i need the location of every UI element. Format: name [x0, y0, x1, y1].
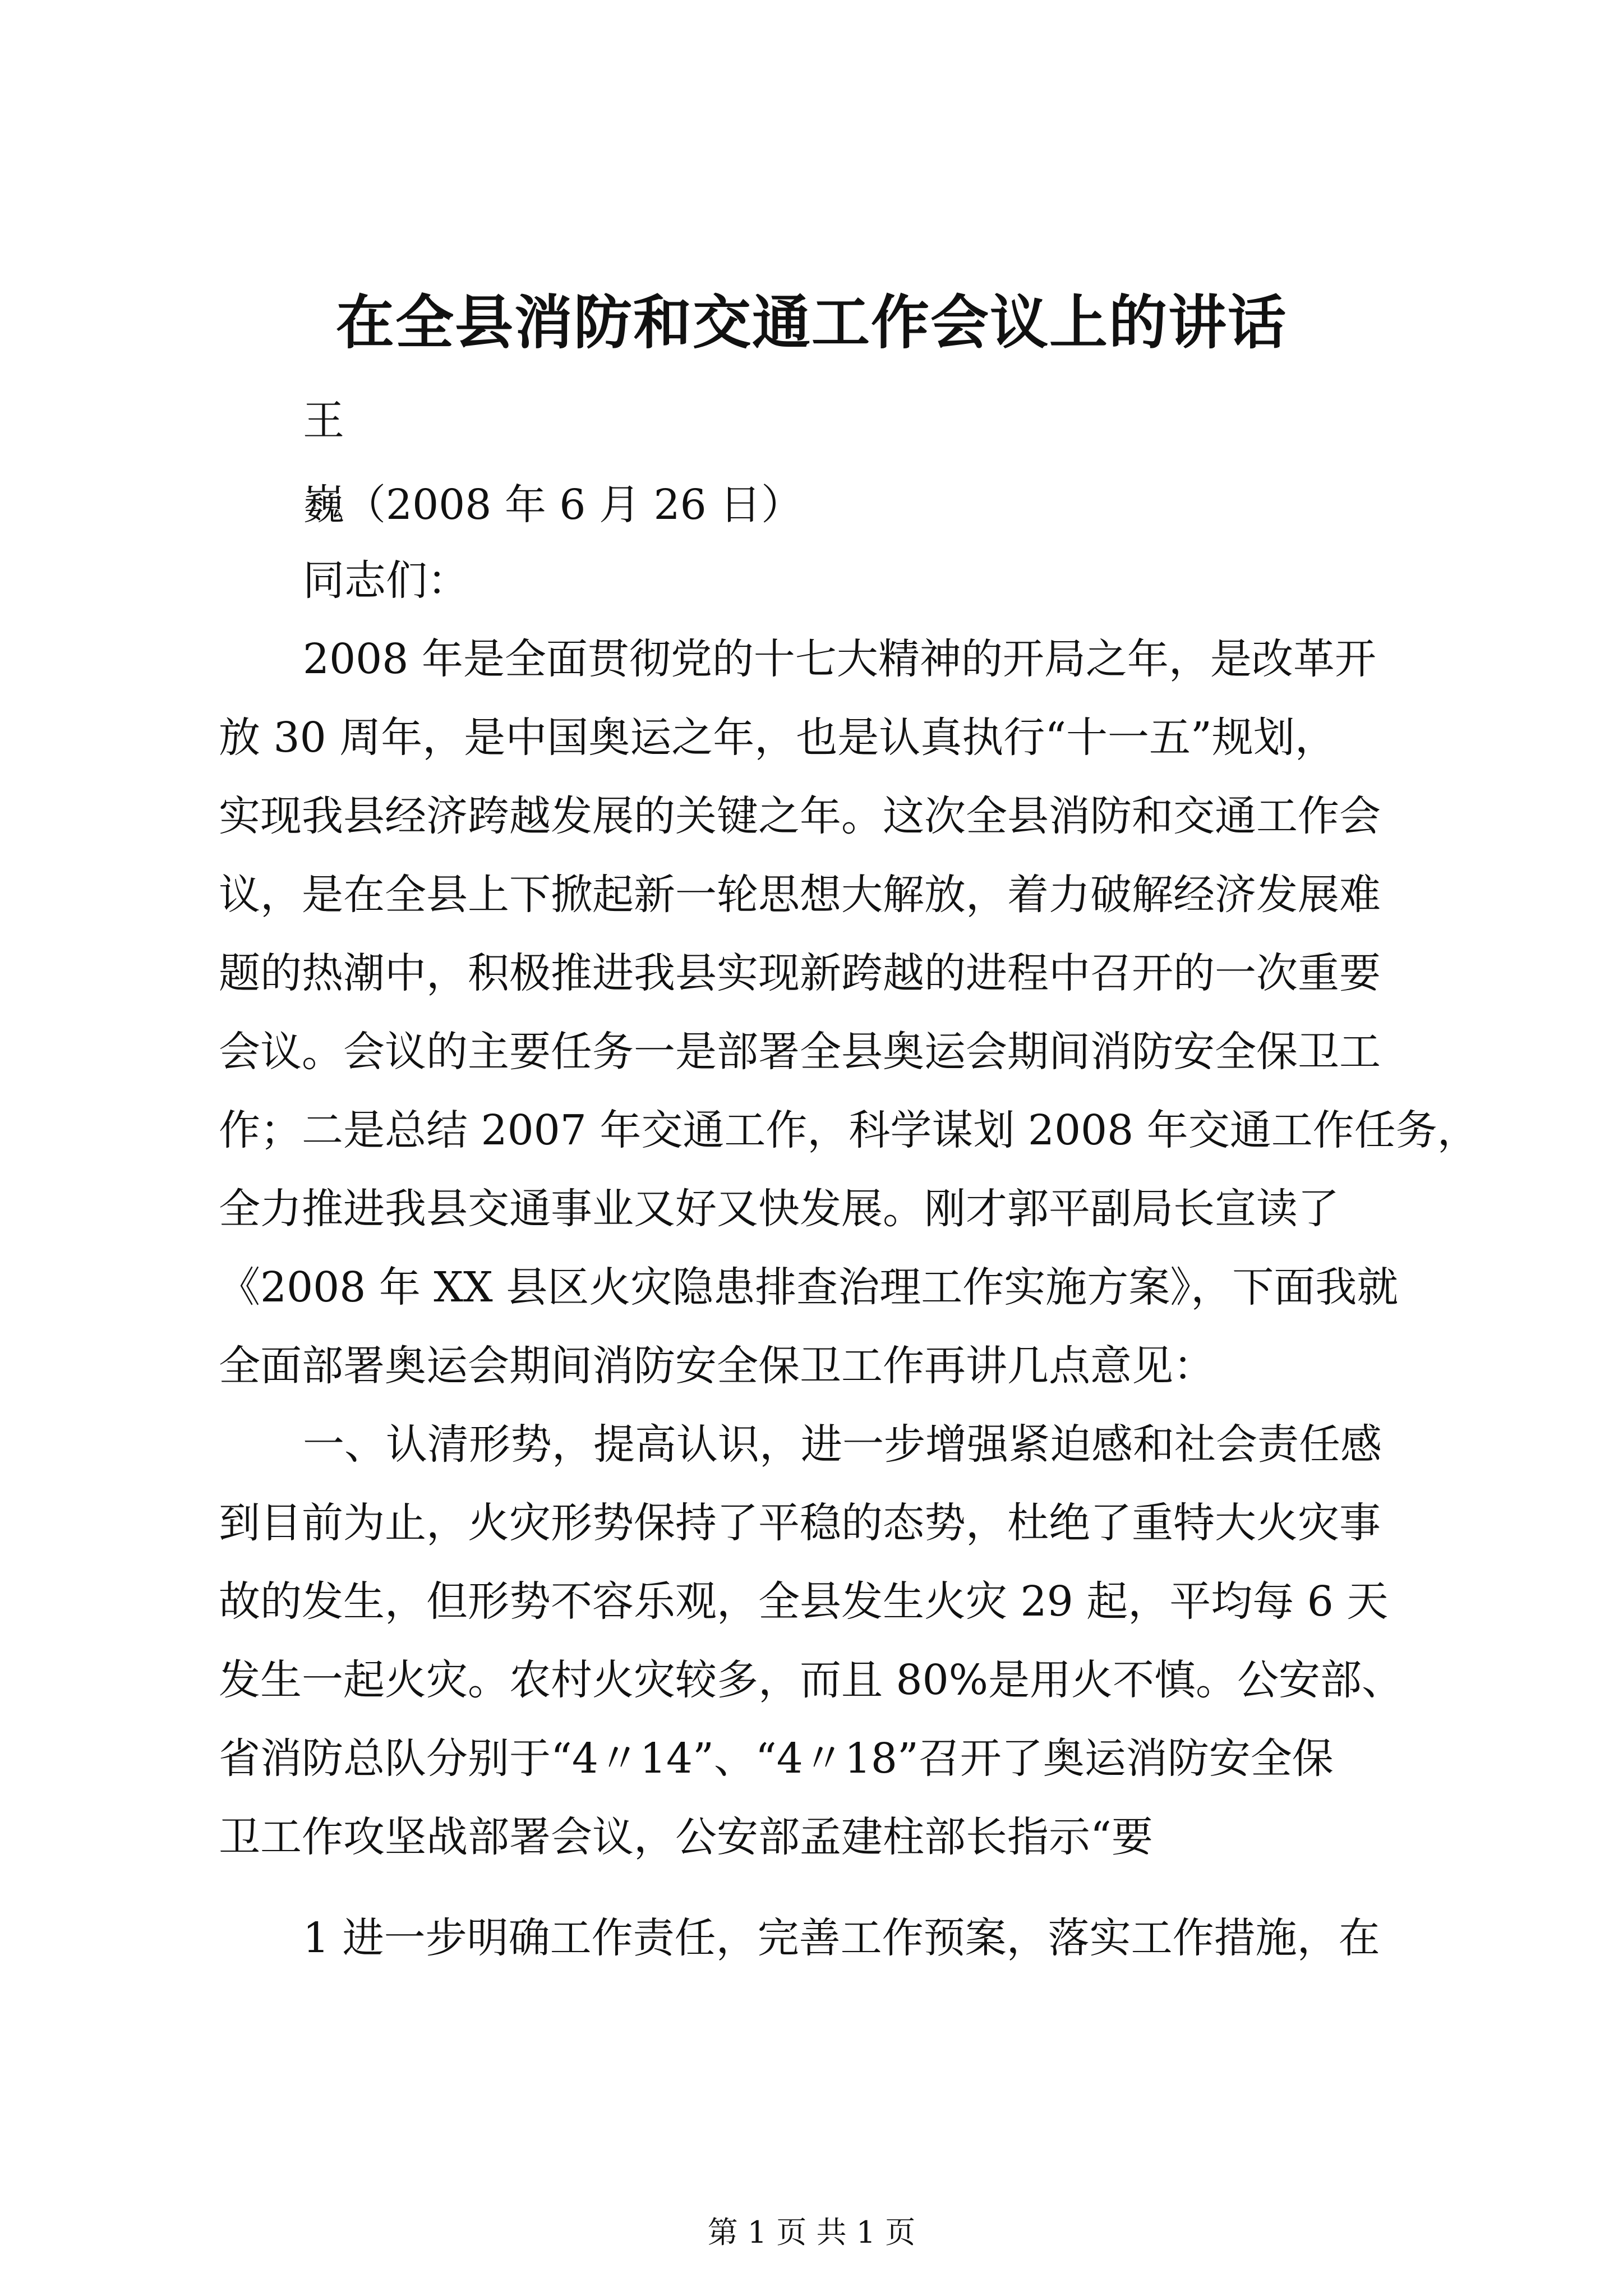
page-footer: 第 1 页 共 1 页	[707, 2215, 916, 2250]
body-line: 2008 年是全面贯彻党的十七大精神的开局之年，是改革开	[303, 635, 1376, 683]
body-line: 故的发生，但形势不容乐观，全县发生火灾 29 起，平均每 6 天	[219, 1577, 1389, 1626]
body-line: 1 进一步明确工作责任，完善工作预案，落实工作措施，在	[303, 1914, 1380, 1962]
body-line: 题的热潮中，积极推进我县实现新跨越的进程中召开的一次重要	[219, 949, 1381, 997]
date-line: 巍（2008 年 6 月 26 日）	[303, 481, 803, 529]
body-line: 省消防总队分别于“4〃14”、“4〃18”召开了奥运消防安全保	[219, 1734, 1334, 1783]
body-line: 放 30 周年，是中国奥运之年，也是认真执行“十一五”规划，	[219, 714, 1336, 762]
author-line: 王	[303, 397, 344, 445]
body-line: 全力推进我县交通事业又好又快发展。刚才郭平副局长宣读了	[219, 1185, 1339, 1233]
body-line: 会议。会议的主要任务一是部署全县奥运会期间消防安全保卫工	[219, 1028, 1381, 1076]
body-line: 议，是在全县上下掀起新一轮思想大解放，着力破解经济发展难	[219, 871, 1381, 919]
document-title: 在全县消防和交通工作会议上的讲话	[335, 288, 1287, 357]
body-line: 《2008 年 XX 县区火灾隐患排查治理工作实施方案》，下面我就	[219, 1263, 1399, 1312]
body-line: 实现我县经济跨越发展的关键之年。这次全县消防和交通工作会	[219, 792, 1381, 840]
salutation: 同志们：	[303, 556, 469, 605]
body-line: 发生一起火灾。农村火灾较多，而且 80%是用火不慎。公安部、	[219, 1656, 1403, 1704]
body-line: 作；二是总结 2007 年交通工作，科学谋划 2008 年交通工作任务，	[219, 1106, 1479, 1154]
body-line: 到目前为止，火灾形势保持了平稳的态势，杜绝了重特大火灾事	[219, 1499, 1381, 1547]
body-line: 卫工作攻坚战部署会议，公安部孟建柱部长指示“要	[219, 1813, 1153, 1861]
body-line: 全面部署奥运会期间消防安全保卫工作再讲几点意见：	[219, 1342, 1215, 1390]
section-heading: 一、认清形势，提高认识，进一步增强紧迫感和社会责任感	[303, 1420, 1382, 1469]
